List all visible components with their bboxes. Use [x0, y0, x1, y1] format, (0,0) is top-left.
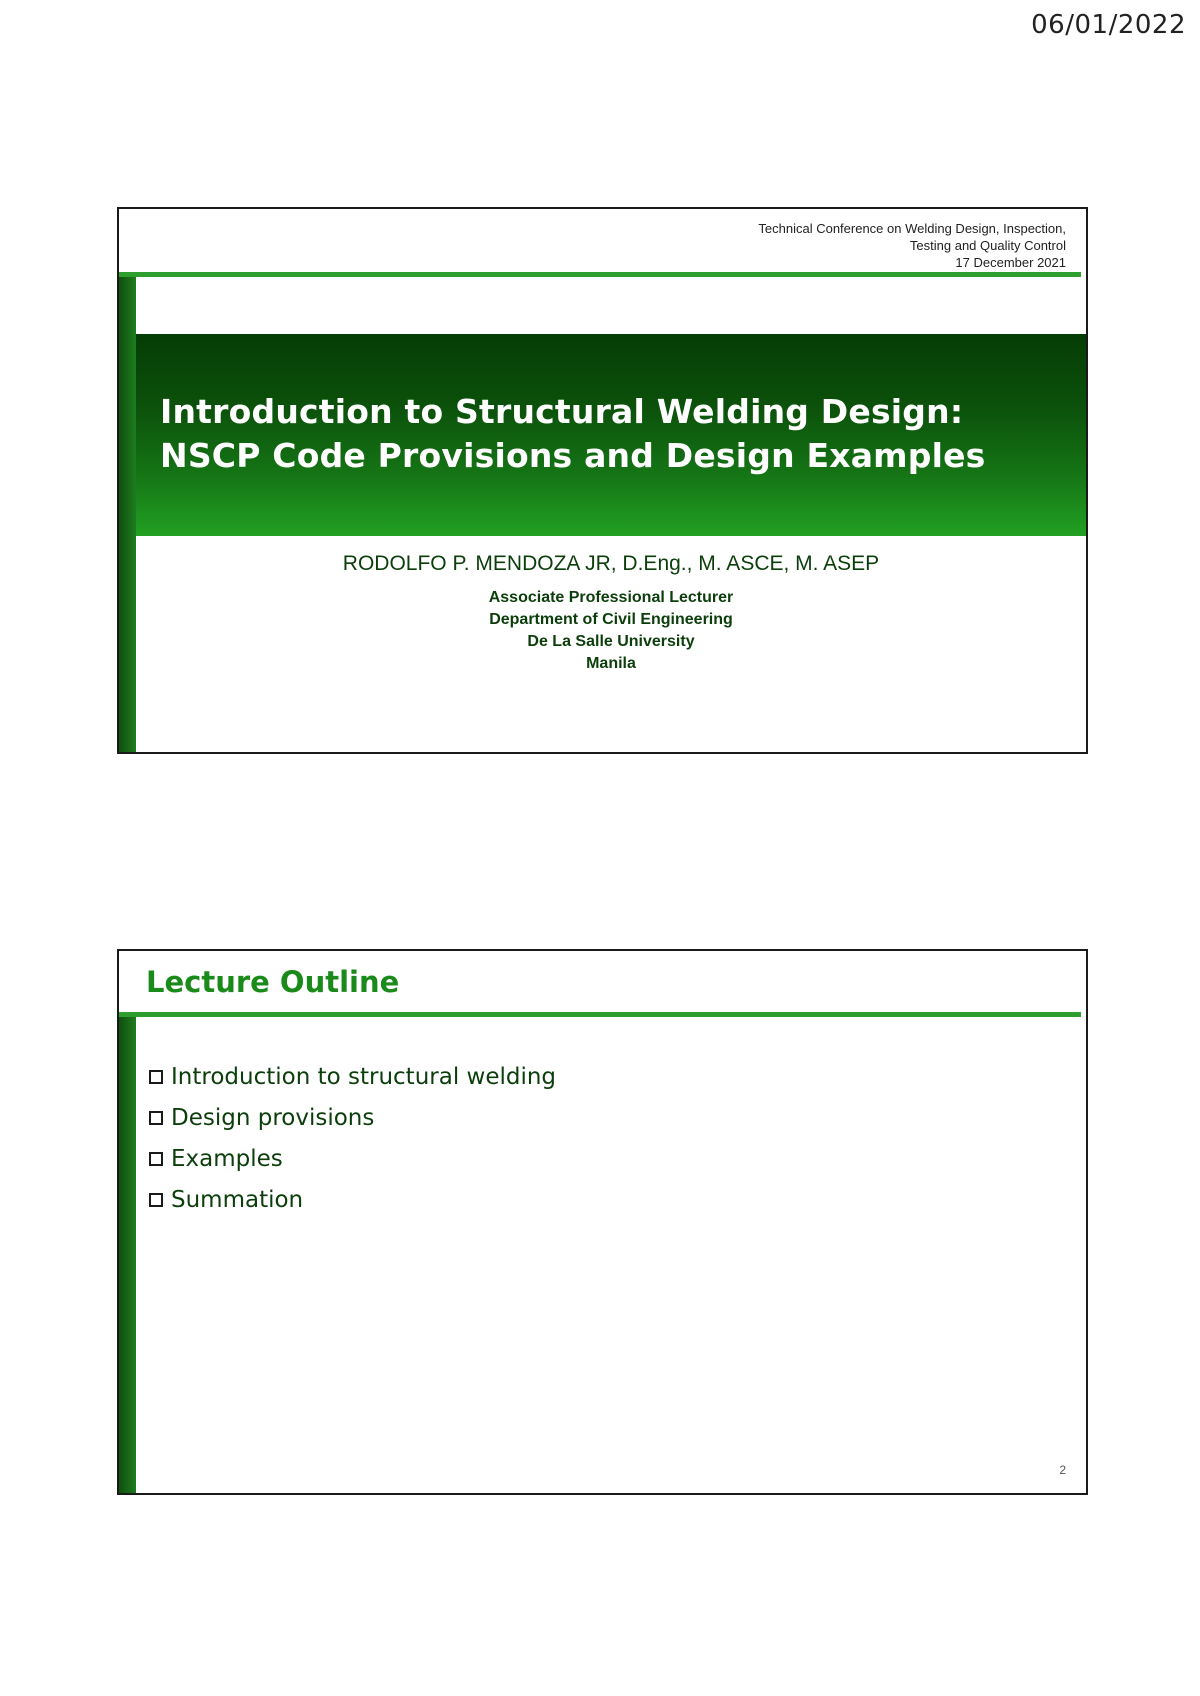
checkbox-bullet-icon — [149, 1070, 163, 1084]
list-item — [149, 1056, 556, 1097]
conference-line: Technical Conference on Welding Design, Inspection, — [758, 221, 1066, 236]
conference-info — [758, 220, 1066, 271]
side-accent-bar — [119, 1017, 136, 1493]
list-item-label: Design provisions — [171, 1104, 375, 1131]
author-affiliation — [136, 587, 1086, 675]
title-line: Introduction to Structural Welding Design: — [160, 392, 964, 431]
list-item-label: Introduction to structural welding — [171, 1063, 557, 1090]
title-band — [136, 334, 1086, 536]
slide-outline — [117, 949, 1088, 1495]
slide-number: 2 — [1059, 1463, 1066, 1477]
affiliation-line: Department of Civil Engineering — [489, 611, 733, 628]
header-rule — [119, 272, 1081, 277]
checkbox-bullet-icon — [149, 1111, 163, 1125]
list-item — [149, 1097, 556, 1138]
presentation-title — [160, 390, 1056, 478]
list-item — [149, 1138, 556, 1179]
affiliation-line: Manila — [586, 655, 636, 672]
conference-date: 17 December 2021 — [955, 255, 1066, 270]
outline-list — [149, 1056, 556, 1220]
slide-heading: Lecture Outline — [146, 965, 400, 999]
title-line: NSCP Code Provisions and Design Examples — [160, 436, 986, 475]
list-item-label: Examples — [171, 1145, 283, 1172]
list-item — [149, 1179, 556, 1220]
conference-line: Testing and Quality Control — [909, 238, 1066, 253]
affiliation-line: Associate Professional Lecturer — [488, 589, 734, 606]
author-name: RODOLFO P. MENDOZA JR, D.Eng., M. ASCE, M. ASEP — [342, 552, 880, 575]
header-rule — [119, 1012, 1081, 1017]
affiliation-line: De La Salle University — [527, 633, 695, 650]
page-date: 06/01/2022 — [1031, 10, 1186, 40]
slide-title — [117, 207, 1088, 754]
side-accent-bar — [119, 277, 136, 752]
checkbox-bullet-icon — [149, 1193, 163, 1207]
checkbox-bullet-icon — [149, 1152, 163, 1166]
list-item-label: Summation — [171, 1186, 304, 1213]
